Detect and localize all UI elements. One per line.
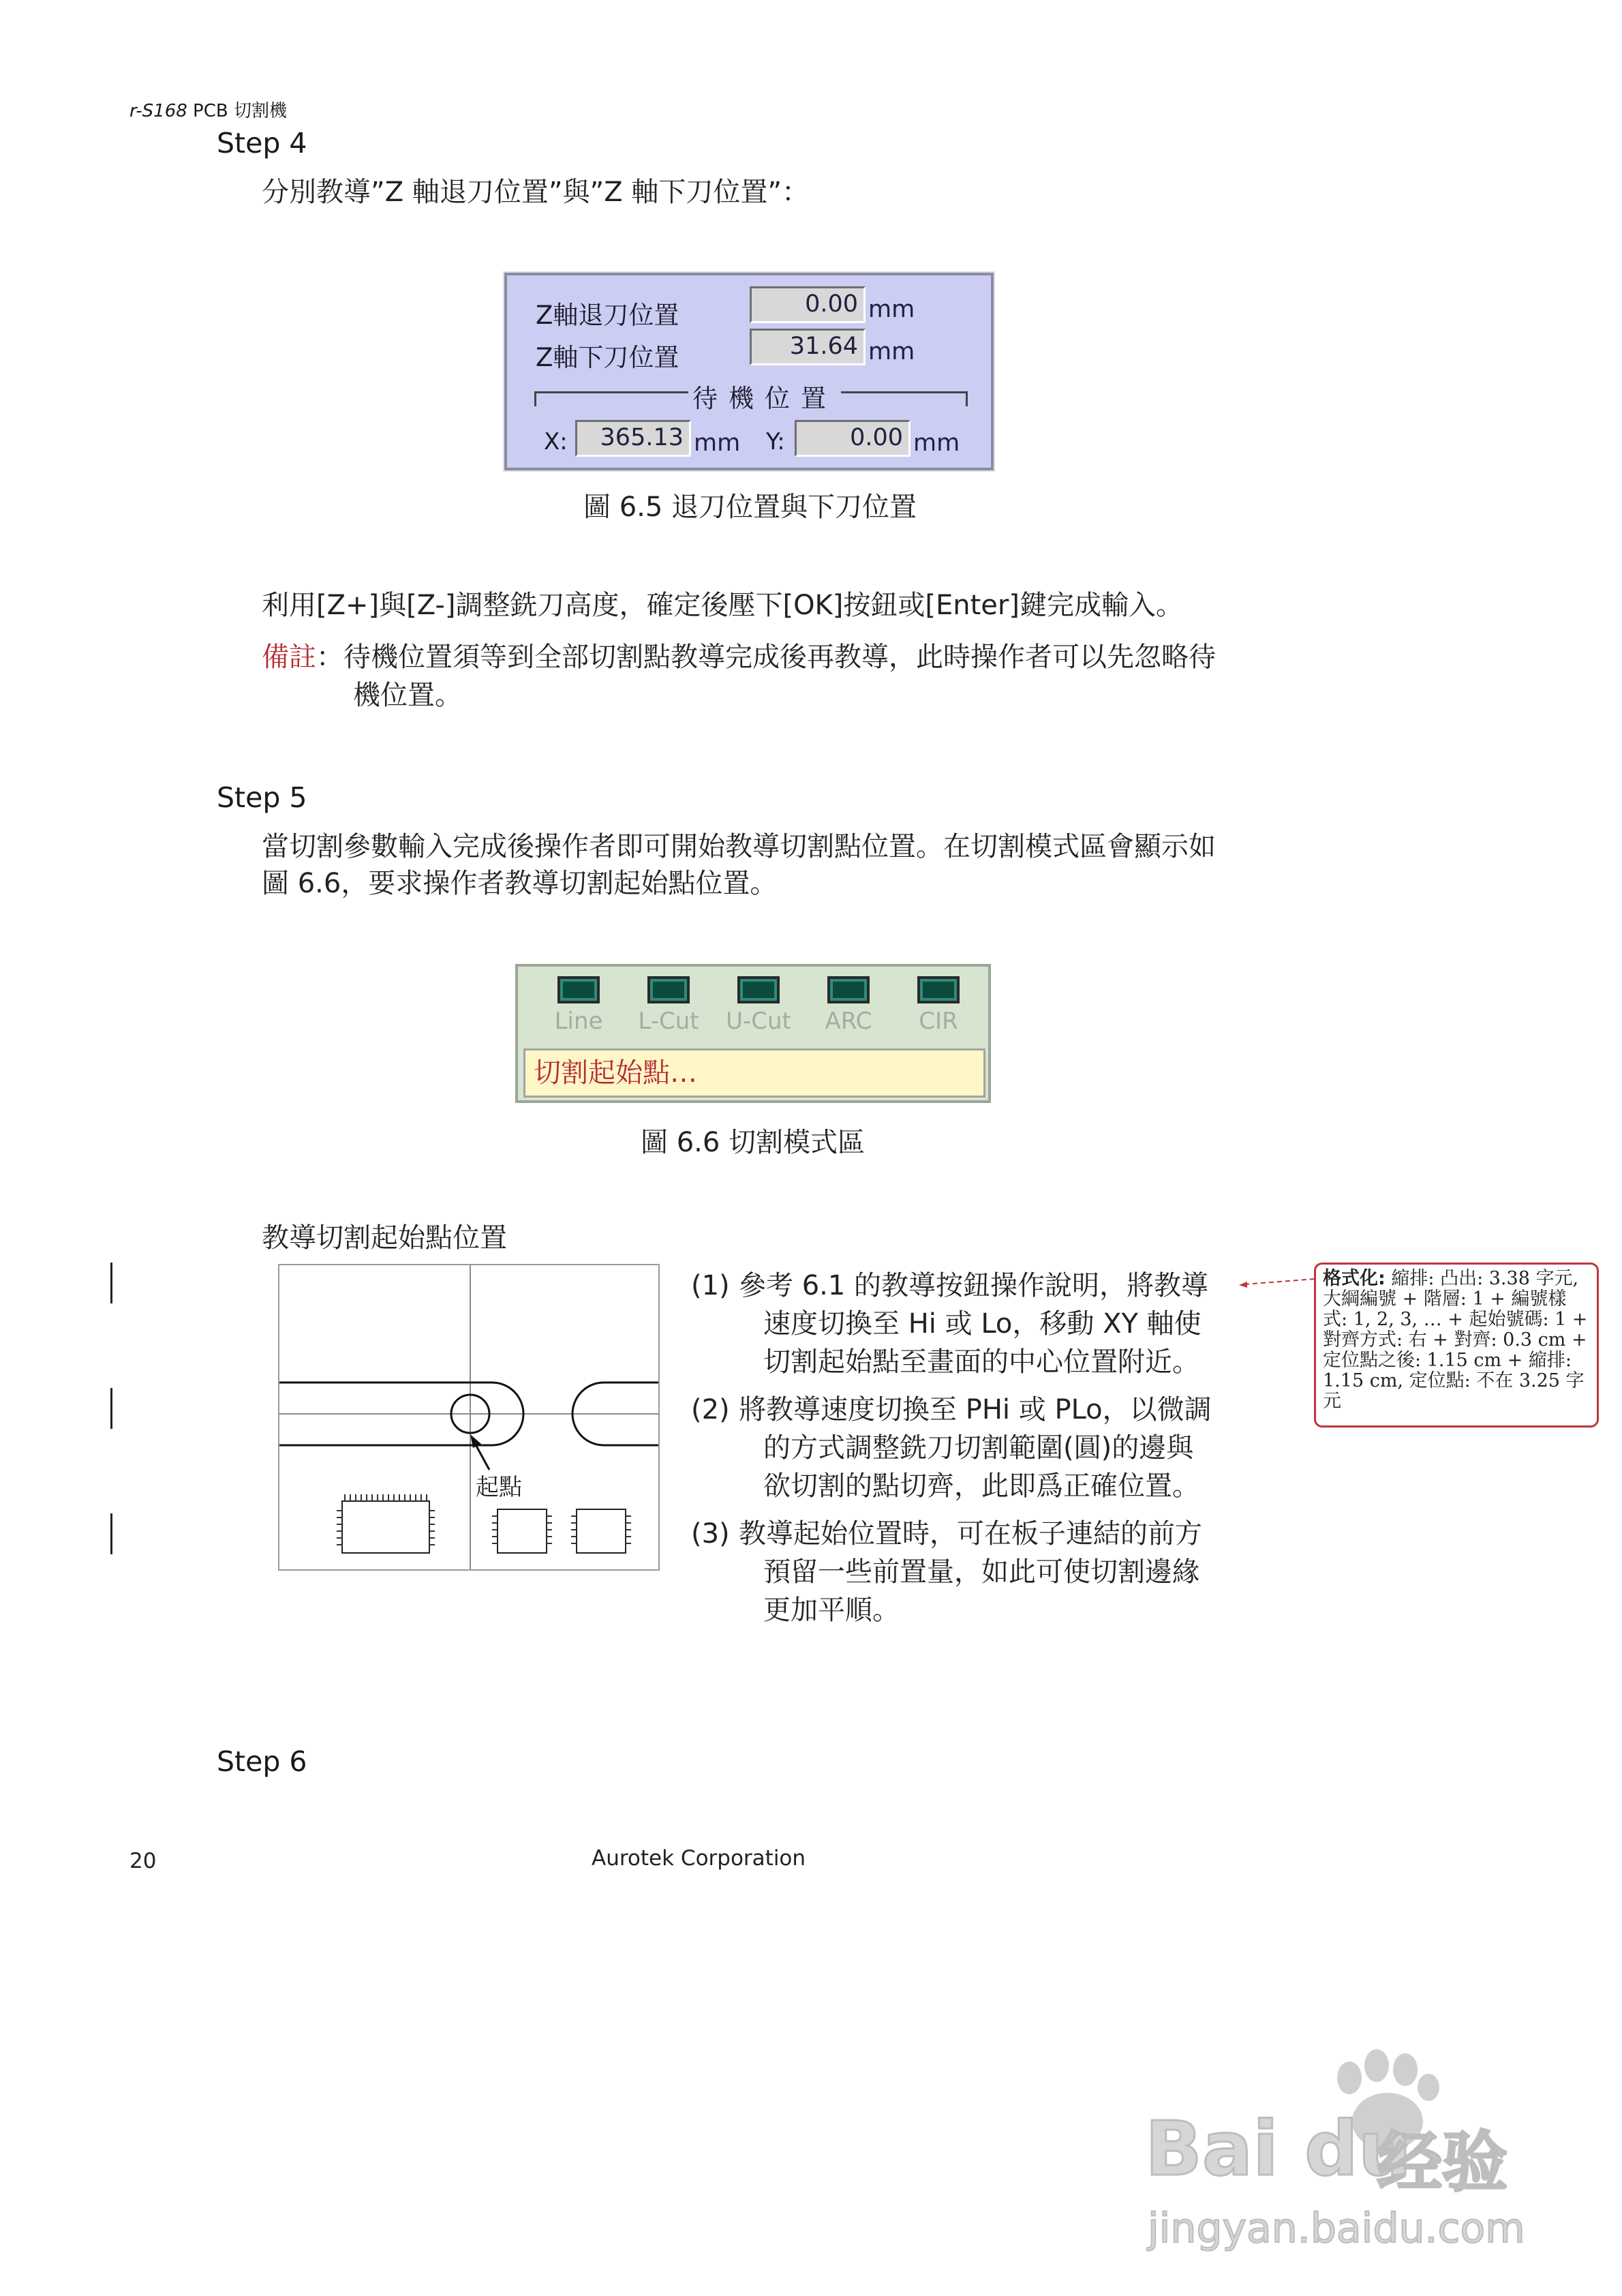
list-item-2-line3: 欲切割的點切齊，此即爲正確位置。 <box>763 1470 1199 1502</box>
remark-label: 備註 <box>262 641 316 673</box>
z-retract-unit: mm <box>868 296 915 323</box>
figure-6-5-caption: 圖 6.5 退刀位置與下刀位置 <box>583 492 917 523</box>
model-name: r-S168 <box>129 101 187 121</box>
list-item-2-line1: 將教導速度切換至 PHi 或 PLo，以微調 <box>739 1394 1212 1425</box>
z-down-unit: mm <box>868 338 915 365</box>
x-label: X: <box>544 428 568 455</box>
list-item-3-line2: 預留一些前置量，如此可使切割邊緣 <box>763 1556 1199 1588</box>
mode-line-button[interactable] <box>557 976 600 1003</box>
standby-group-tick-left <box>534 391 536 406</box>
start-point-label: 起點 <box>476 1474 522 1501</box>
step4-intro: 分別教導”Z 軸退刀位置”與”Z 軸下刀位置”： <box>262 177 810 208</box>
list-item-2-num: (2) <box>691 1394 730 1425</box>
x-field[interactable]: 365.13 <box>575 420 691 457</box>
change-bar <box>110 1263 112 1303</box>
watermark-cn: 经验 <box>1377 2124 1508 2201</box>
list-item-1-line1: 參考 6.1 的教導按鈕操作說明，將教導 <box>739 1270 1209 1301</box>
y-label: Y: <box>766 428 785 455</box>
standby-group-tick-right <box>966 391 968 406</box>
mode-arc-label: ARC <box>825 1008 872 1035</box>
mode-lcut-label: L-Cut <box>638 1008 699 1035</box>
y-unit: mm <box>913 429 960 457</box>
step4-remark-line2: 機位置。 <box>353 680 462 711</box>
start-point-diagram-drawing <box>279 1265 658 1569</box>
format-comment-balloon[interactable] <box>1314 1263 1599 1428</box>
mode-cir-button[interactable] <box>917 976 960 1003</box>
footer-company: Aurotek Corporation <box>592 1846 806 1871</box>
y-field[interactable]: 0.00 <box>795 420 911 457</box>
mode-arc-button[interactable] <box>827 976 870 1003</box>
list-item-3-num: (3) <box>691 1518 730 1550</box>
step5-heading: Step 5 <box>217 781 307 814</box>
list-item-3-line1: 教導起始位置時，可在板子連結的前方 <box>739 1518 1202 1550</box>
mode-ucut-label: U-Cut <box>726 1008 791 1035</box>
step5-intro-line1: 當切割參數輸入完成後操作者即可開始教導切割點位置。在切割模式區會顯示如 <box>262 831 1216 862</box>
header-title-rest: PCB 切割機 <box>187 101 287 121</box>
comment-body: 縮排: 凸出: 3.38 字元, 大綱編號 + 階層: 1 + 編號樣式: 1, 2, 3, … + 起始號碼: 1 + 對齊方式: 右 + 對齊: 0.3 cm + 定位點之後: 1.15 cm + 縮排: 1.15 cm, 定位點: 不在 3.25 字元 <box>1323 1268 1588 1412</box>
list-item-2-line2: 的方式調整銑刀切割範圍(圓)的邊與 <box>763 1432 1194 1464</box>
running-header <box>129 97 287 122</box>
step6-heading: Step 6 <box>217 1745 307 1778</box>
figure-6-6-caption: 圖 6.6 切割模式區 <box>641 1127 866 1158</box>
z-retract-label: Z軸退刀位置 <box>536 301 679 330</box>
step4-heading: Step 4 <box>217 127 307 160</box>
comment-title: 格式化: <box>1323 1268 1386 1289</box>
standby-group-title: 待機位置 <box>688 378 841 414</box>
z-down-field[interactable]: 31.64 <box>750 329 866 365</box>
watermark-brand: Bai du <box>1145 2105 1412 2192</box>
list-item-1-num: (1) <box>691 1270 730 1301</box>
list-item-1-line2: 速度切換至 Hi 或 Lo，移動 XY 軸使 <box>763 1308 1202 1340</box>
x-unit: mm <box>694 429 741 457</box>
mode-lcut-button[interactable] <box>647 976 690 1003</box>
z-retract-field[interactable]: 0.00 <box>750 286 866 323</box>
comment-connector <box>1238 1276 1317 1290</box>
mode-ucut-button[interactable] <box>737 976 780 1003</box>
change-bar <box>110 1388 112 1429</box>
mode-cir-label: CIR <box>919 1008 958 1035</box>
page-number: 20 <box>129 1849 157 1873</box>
mode-line-label: Line <box>554 1008 603 1035</box>
watermark-url: jingyan.baidu.com <box>1148 2205 1525 2252</box>
remark-text: ：待機位置須等到全部切割點教導完成後再教導，此時操作者可以先忽略待 <box>316 641 1216 673</box>
retract-position-panel <box>504 273 994 470</box>
step5-intro-line2: 圖 6.6，要求操作者教導切割起始點位置。 <box>262 868 778 899</box>
change-bar <box>110 1513 112 1554</box>
cut-mode-panel <box>515 964 991 1103</box>
teach-start-subheading: 教導切割起始點位置 <box>262 1222 507 1254</box>
list-item-1-line3: 切割起始點至畫面的中心位置附近。 <box>763 1346 1199 1378</box>
start-point-diagram <box>278 1264 660 1571</box>
list-item-3-line3: 更加平順。 <box>763 1595 900 1626</box>
step4-instruction: 利用[Z+]與[Z-]調整銑刀高度，確定後壓下[OK]按鈕或[Enter]鍵完成輸入。 <box>262 590 1183 621</box>
step4-remark-line1 <box>262 638 1216 676</box>
cut-mode-status: 切割起始點… <box>523 1048 985 1098</box>
baidu-watermark <box>1090 2045 1567 2270</box>
z-down-label: Z軸下刀位置 <box>536 343 679 372</box>
